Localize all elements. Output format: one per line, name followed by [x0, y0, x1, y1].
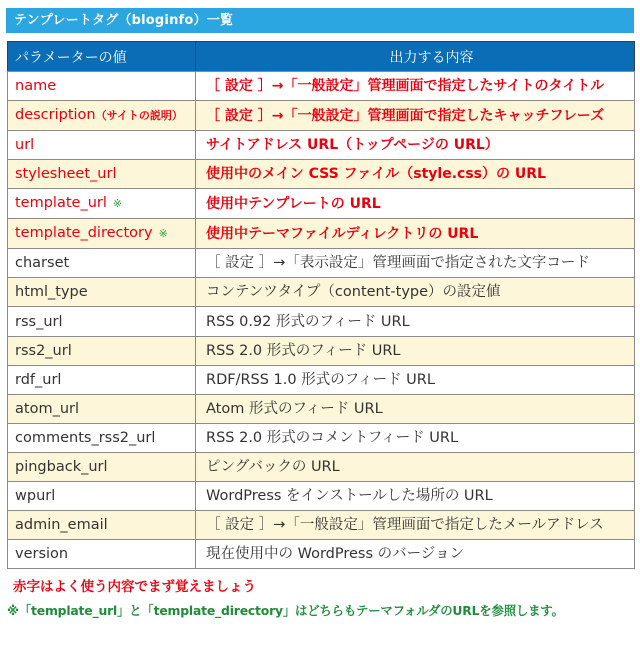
- param-cell: [8, 101, 196, 131]
- output-cell: サイトアドレス URL（トップページの URL）: [196, 131, 635, 160]
- bloginfo-table: [7, 41, 635, 569]
- table-row: [8, 452, 635, 481]
- table-row: [8, 336, 635, 365]
- column-header-parameter: パラメーターの値: [8, 42, 196, 72]
- output-cell: Atom 形式のフィード URL: [196, 394, 635, 423]
- table-row: [8, 160, 635, 189]
- output-cell: ［ 設定 ］→「一般設定」管理画面で指定したメールアドレス: [196, 511, 635, 540]
- param-name: stylesheet_url: [15, 166, 117, 183]
- param-cell: [8, 219, 196, 249]
- table-row: [8, 365, 635, 394]
- column-header-output: 出力する内容: [196, 42, 635, 72]
- param-name: template_url: [15, 195, 107, 212]
- table-row: [8, 278, 635, 307]
- param-cell: [8, 131, 196, 160]
- param-cell: [8, 189, 196, 219]
- param-cell: [8, 160, 196, 189]
- output-cell: ［ 設定 ］→「表示設定」管理画面で指定された文字コード: [196, 249, 635, 278]
- param-cell: wpurl: [8, 482, 196, 511]
- output-cell: ［ 設定 ］→「一般設定」管理画面で指定したキャッチフレーズ: [196, 101, 635, 131]
- param-cell: rdf_url: [8, 365, 196, 394]
- output-cell: ［ 設定 ］→「一般設定」管理画面で指定したサイトのタイトル: [196, 72, 635, 101]
- table-row: [8, 72, 635, 101]
- param-cell: html_type: [8, 278, 196, 307]
- param-cell: pingback_url: [8, 452, 196, 481]
- output-cell: RSS 2.0 形式のフィード URL: [196, 336, 635, 365]
- param-cell: rss_url: [8, 307, 196, 336]
- param-name: url: [15, 137, 35, 154]
- important-note: 赤字はよく使う内容でまず覚えましょう: [13, 579, 256, 595]
- table-row: [8, 540, 635, 569]
- table-header-row: [8, 42, 635, 72]
- output-cell: 使用中のメイン CSS ファイル（style.css）の URL: [196, 160, 635, 189]
- table-row: [8, 131, 635, 160]
- param-cell: atom_url: [8, 394, 196, 423]
- param-name: name: [15, 78, 57, 95]
- output-cell: WordPress をインストールした場所の URL: [196, 482, 635, 511]
- param-name: description: [15, 107, 96, 124]
- reference-mark-icon: ※: [112, 197, 123, 211]
- param-cell: admin_email: [8, 511, 196, 540]
- param-name: template_directory: [15, 225, 153, 242]
- template-url-note: ※「template_url」と「template_directory」はどちらもテーマフォルダのURLを参照します。: [7, 603, 564, 618]
- param-note: （サイトの説明）: [95, 109, 183, 123]
- table-row: [8, 423, 635, 452]
- param-cell: version: [8, 540, 196, 569]
- param-cell: charset: [8, 249, 196, 278]
- table-row: [8, 101, 635, 131]
- table-row: [8, 394, 635, 423]
- output-cell: 現在使用中の WordPress のバージョン: [196, 540, 635, 569]
- reference-mark-icon: ※: [158, 227, 168, 241]
- output-cell: ピングバックの URL: [196, 452, 635, 481]
- output-cell: 使用中テンプレートの URL: [196, 189, 635, 219]
- param-cell: [8, 72, 196, 101]
- output-cell: RDF/RSS 1.0 形式のフィード URL: [196, 365, 635, 394]
- output-cell: RSS 0.92 形式のフィード URL: [196, 307, 635, 336]
- page-title: テンプレートタグ（bloginfo）一覧: [6, 8, 634, 33]
- param-cell: rss2_url: [8, 336, 196, 365]
- table-row: [8, 189, 635, 219]
- table-row: [8, 511, 635, 540]
- output-cell: 使用中テーマファイルディレクトリの URL: [196, 219, 635, 249]
- table-row: [8, 482, 635, 511]
- table-row: [8, 249, 635, 278]
- param-cell: comments_rss2_url: [8, 423, 196, 452]
- table-row: [8, 307, 635, 336]
- table-row: [8, 219, 635, 249]
- output-cell: コンテンツタイプ（content-type）の設定値: [196, 278, 635, 307]
- output-cell: RSS 2.0 形式のコメントフィード URL: [196, 423, 635, 452]
